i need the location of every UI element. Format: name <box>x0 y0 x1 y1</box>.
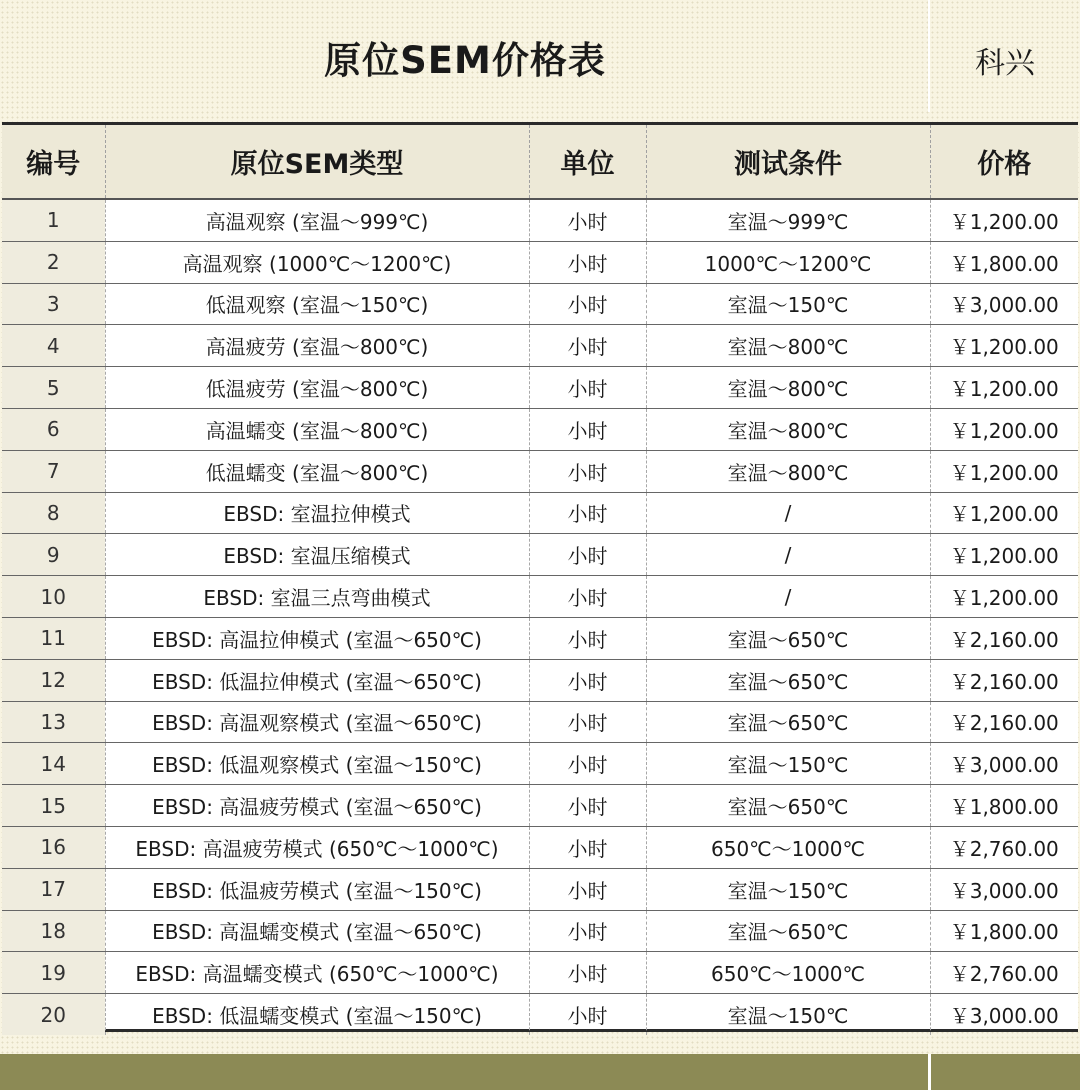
cell-price: ￥2,160.00 <box>930 617 1078 659</box>
table-row <box>2 994 1078 1035</box>
cell-type: 低温疲劳 (室温～800℃) <box>105 367 529 409</box>
cell-type: EBSD: 高温拉伸模式 (室温～650℃) <box>105 617 529 659</box>
table-row <box>2 450 1078 492</box>
table-row <box>2 283 1078 325</box>
cell-number: 8 <box>2 492 105 534</box>
table-row <box>2 325 1078 367</box>
table-row <box>2 492 1078 534</box>
table-row <box>2 576 1078 618</box>
cell-price: ￥1,200.00 <box>930 450 1078 492</box>
cell-price: ￥2,160.00 <box>930 701 1078 743</box>
table-header-row <box>2 125 1078 199</box>
cell-number: 11 <box>2 617 105 659</box>
column-header-price: 价格 <box>930 125 1078 199</box>
cell-unit: 小时 <box>529 534 646 576</box>
cell-conditions: 室温～150℃ <box>646 283 930 325</box>
cell-price: ￥2,760.00 <box>930 826 1078 868</box>
cell-type: EBSD: 室温拉伸模式 <box>105 492 529 534</box>
cell-conditions: 室温～800℃ <box>646 408 930 450</box>
cell-conditions: 室温～650℃ <box>646 659 930 701</box>
column-header-type: 原位SEM类型 <box>105 125 529 199</box>
cell-price: ￥3,000.00 <box>930 868 1078 910</box>
cell-price: ￥1,200.00 <box>930 492 1078 534</box>
cell-unit: 小时 <box>529 450 646 492</box>
cell-conditions: 室温～650℃ <box>646 617 930 659</box>
cell-number: 4 <box>2 325 105 367</box>
cell-conditions: 650℃～1000℃ <box>646 826 930 868</box>
cell-number: 18 <box>2 910 105 952</box>
cell-conditions: / <box>646 492 930 534</box>
cell-conditions: 650℃～1000℃ <box>646 952 930 994</box>
cell-type: 高温蠕变 (室温～800℃) <box>105 408 529 450</box>
table-row <box>2 868 1078 910</box>
cell-number: 3 <box>2 283 105 325</box>
cell-unit: 小时 <box>529 743 646 785</box>
table-row <box>2 785 1078 827</box>
page-title: 原位SEM价格表 <box>324 39 606 82</box>
cell-conditions: / <box>646 576 930 618</box>
cell-conditions: / <box>646 534 930 576</box>
cell-unit: 小时 <box>529 659 646 701</box>
cell-conditions: 室温～150℃ <box>646 994 930 1035</box>
cell-number: 20 <box>2 994 105 1035</box>
cell-unit: 小时 <box>529 952 646 994</box>
cell-type: EBSD: 高温蠕变模式 (650℃～1000℃) <box>105 952 529 994</box>
cell-type: 低温观察 (室温～150℃) <box>105 283 529 325</box>
table-row <box>2 826 1078 868</box>
table-row <box>2 408 1078 450</box>
table-row <box>2 534 1078 576</box>
cell-unit: 小时 <box>529 868 646 910</box>
cell-unit: 小时 <box>529 701 646 743</box>
cell-type: 高温观察 (室温～999℃) <box>105 199 529 241</box>
cell-unit: 小时 <box>529 826 646 868</box>
cell-type: EBSD: 低温蠕变模式 (室温～150℃) <box>105 994 529 1035</box>
cell-number: 15 <box>2 785 105 827</box>
cell-price: ￥1,800.00 <box>930 241 1078 283</box>
brand-label: 科兴 <box>975 46 1035 81</box>
cell-type: EBSD: 低温疲劳模式 (室温～150℃) <box>105 868 529 910</box>
cell-type: EBSD: 高温疲劳模式 (室温～650℃) <box>105 785 529 827</box>
cell-unit: 小时 <box>529 283 646 325</box>
cell-unit: 小时 <box>529 408 646 450</box>
cell-number: 12 <box>2 659 105 701</box>
table-row <box>2 910 1078 952</box>
cell-price: ￥3,000.00 <box>930 283 1078 325</box>
cell-conditions: 室温～150℃ <box>646 868 930 910</box>
cell-number: 5 <box>2 367 105 409</box>
cell-unit: 小时 <box>529 617 646 659</box>
cell-type: EBSD: 高温疲劳模式 (650℃～1000℃) <box>105 826 529 868</box>
cell-price: ￥1,800.00 <box>930 910 1078 952</box>
cell-number: 6 <box>2 408 105 450</box>
cell-conditions: 室温～800℃ <box>646 450 930 492</box>
column-header-conditions: 测试条件 <box>646 125 930 199</box>
column-header-number: 编号 <box>2 125 105 199</box>
table-row <box>2 952 1078 994</box>
cell-price: ￥3,000.00 <box>930 743 1078 785</box>
cell-price: ￥1,200.00 <box>930 325 1078 367</box>
cell-conditions: 室温～650℃ <box>646 910 930 952</box>
cell-number: 19 <box>2 952 105 994</box>
table-row <box>2 701 1078 743</box>
price-table <box>2 125 1078 1035</box>
table-row <box>2 199 1078 241</box>
cell-type: EBSD: 低温观察模式 (室温～150℃) <box>105 743 529 785</box>
cell-price: ￥2,160.00 <box>930 659 1078 701</box>
cell-number: 10 <box>2 576 105 618</box>
cell-conditions: 室温～800℃ <box>646 367 930 409</box>
cell-type: 低温蠕变 (室温～800℃) <box>105 450 529 492</box>
cell-price: ￥2,760.00 <box>930 952 1078 994</box>
cell-conditions: 室温～999℃ <box>646 199 930 241</box>
cell-price: ￥3,000.00 <box>949 1004 1059 1029</box>
table-row <box>2 617 1078 659</box>
cell-unit: 小时 <box>529 241 646 283</box>
cell-price: ￥1,200.00 <box>930 199 1078 241</box>
footer-divider <box>928 1054 931 1090</box>
cell-type: EBSD: 室温三点弯曲模式 <box>105 576 529 618</box>
table-row <box>2 367 1078 409</box>
cell-number: 7 <box>2 450 105 492</box>
cell-price: ￥1,200.00 <box>930 408 1078 450</box>
cell-price: ￥1,800.00 <box>930 785 1078 827</box>
cell-unit: 小时 <box>529 325 646 367</box>
cell-number: 1 <box>2 199 105 241</box>
cell-type: EBSD: 低温拉伸模式 (室温～650℃) <box>105 659 529 701</box>
cell-unit: 小时 <box>529 576 646 618</box>
table-row <box>2 241 1078 283</box>
price-table-container <box>2 122 1078 1032</box>
cell-conditions: 室温～150℃ <box>646 743 930 785</box>
cell-conditions: 室温～650℃ <box>646 701 930 743</box>
cell-unit: 小时 <box>529 492 646 534</box>
cell-conditions: 室温～650℃ <box>646 785 930 827</box>
cell-type: EBSD: 高温蠕变模式 (室温～650℃) <box>105 910 529 952</box>
cell-number: 13 <box>2 701 105 743</box>
cell-price: ￥1,200.00 <box>930 367 1078 409</box>
column-header-unit: 单位 <box>529 125 646 199</box>
cell-number: 14 <box>2 743 105 785</box>
cell-unit: 小时 <box>529 910 646 952</box>
cell-number: 9 <box>2 534 105 576</box>
cell-unit: 小时 <box>529 367 646 409</box>
cell-number: 16 <box>2 826 105 868</box>
cell-unit: 小时 <box>529 994 646 1035</box>
cell-price: ￥1,200.00 <box>930 576 1078 618</box>
table-body <box>2 199 1078 1035</box>
footer-bar <box>0 1054 1080 1090</box>
cell-price: ￥1,200.00 <box>930 534 1078 576</box>
cell-type: 高温观察 (1000℃～1200℃) <box>105 241 529 283</box>
table-row <box>2 743 1078 785</box>
cell-number: 2 <box>2 241 105 283</box>
table-row <box>2 659 1078 701</box>
cell-conditions: 室温～800℃ <box>646 325 930 367</box>
cell-number: 17 <box>2 868 105 910</box>
cell-type: 高温疲劳 (室温～800℃) <box>105 325 529 367</box>
cell-unit: 小时 <box>529 785 646 827</box>
cell-type: EBSD: 室温压缩模式 <box>105 534 529 576</box>
cell-unit: 小时 <box>529 199 646 241</box>
cell-type: EBSD: 高温观察模式 (室温～650℃) <box>105 701 529 743</box>
cell-conditions: 1000℃～1200℃ <box>646 241 930 283</box>
title-bar <box>0 0 1080 112</box>
